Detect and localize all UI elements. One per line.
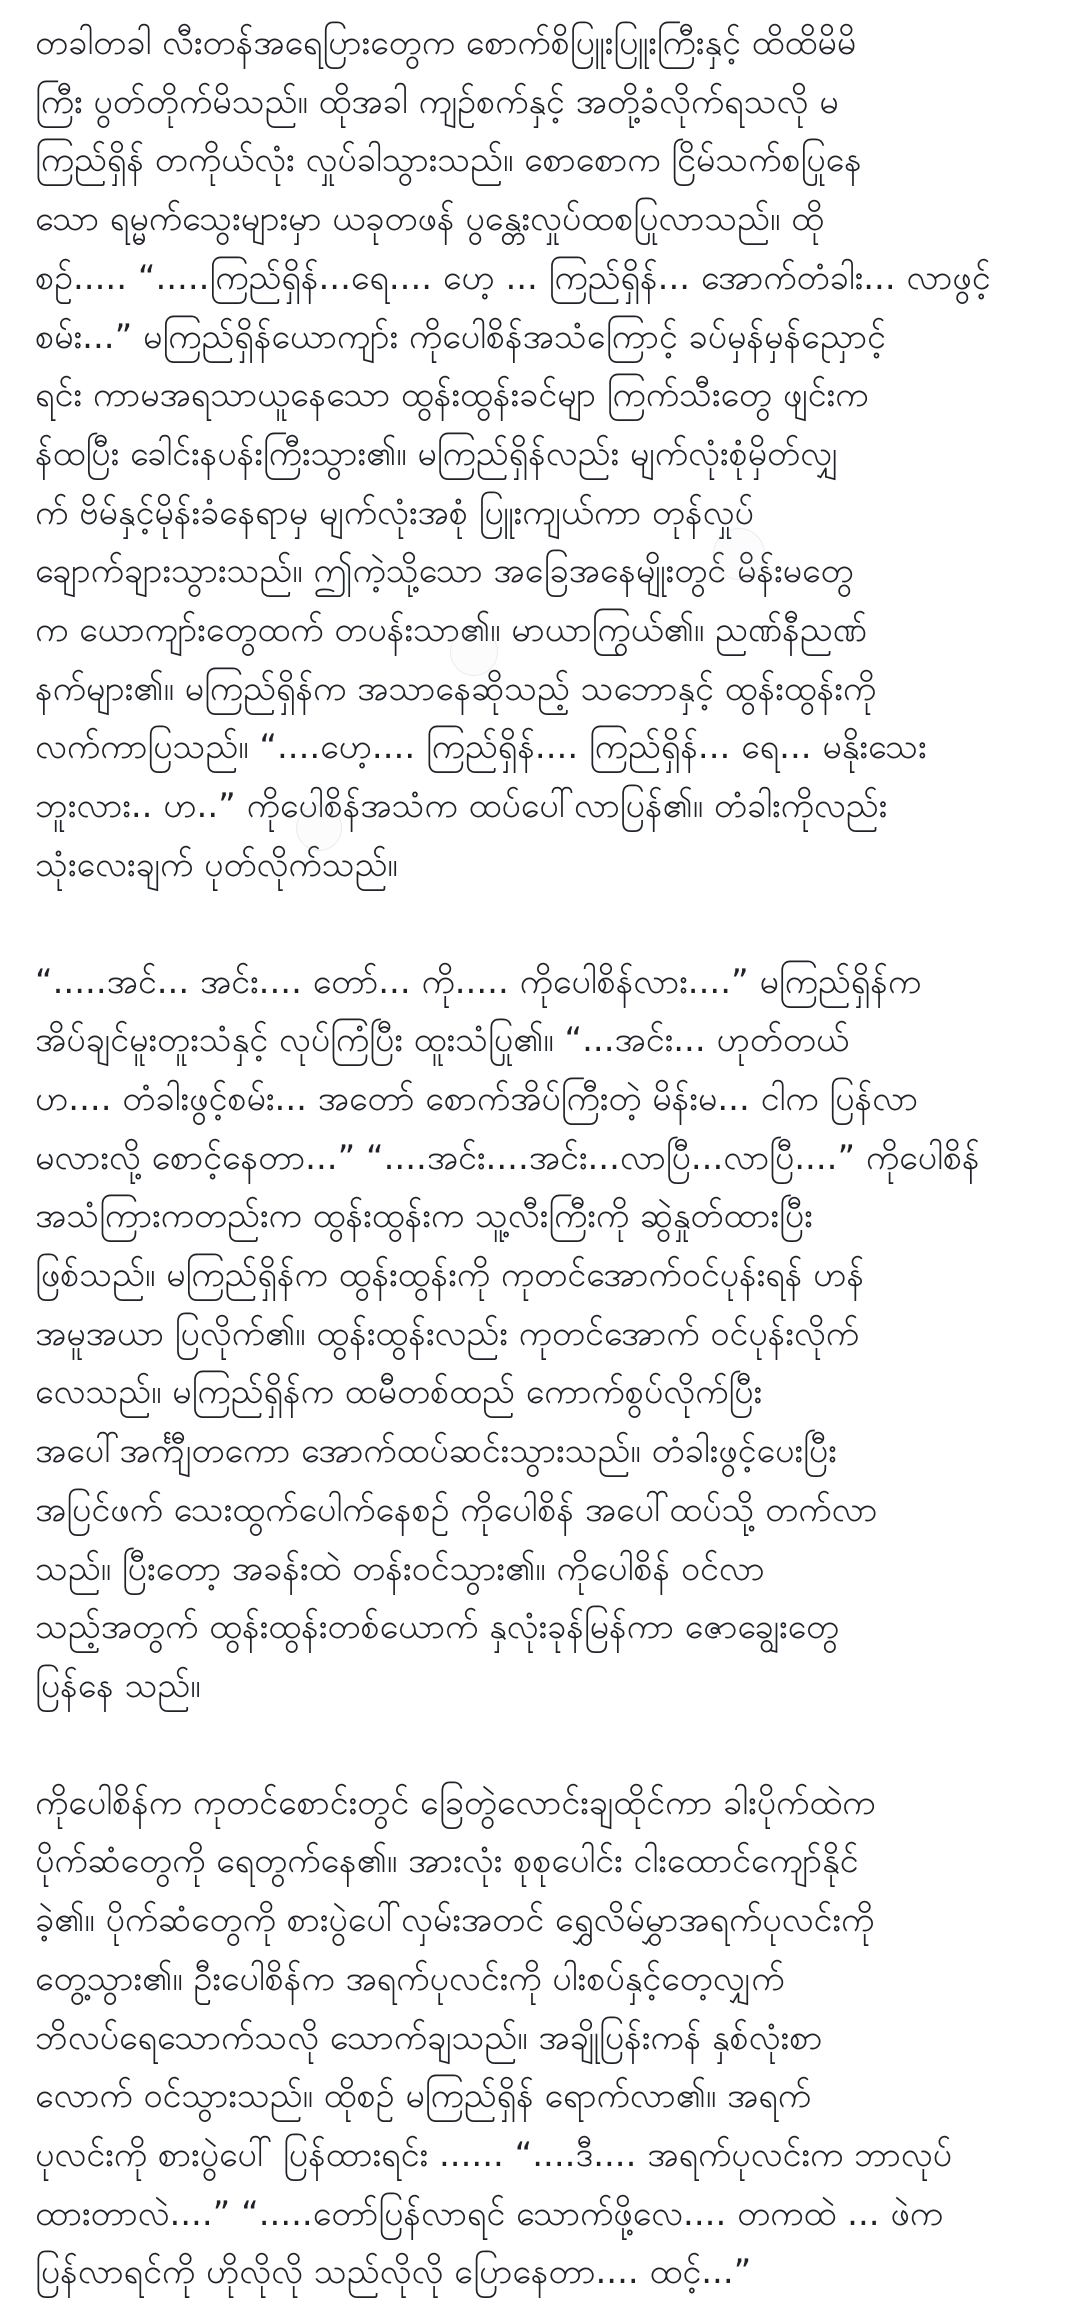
- story-paragraph-3: ကိုပေါစိန်က ကုတင်စောင်းတွင် ခြေတွဲလောင်းချထိုင်ကာ ခါးပိုက်ထဲက ပိုက်ဆံတွေကို ရေတွက်နေ၏။ အားလုံး စုစုပေါင်း ငါးထောင်ကျော်နိုင် ခဲ့၏။ ပိုက်ဆံတွေကို စားပွဲပေါ်လှမ်းအတင် ရွှေလိမ်မွှာအရက်ပုလင်းကို တွေ့သွား၏။ ဦးပေါစိန်က အရက်ပုလင်းကို ပါးစပ်နှင့်တေ့လျှက် ဘိလပ်ရေသောက်သလို သောက်ချသည်။ အချိုပြန်းကန် နှစ်လုံးစာ လောက် ဝင်သွားသည်။ ထိုစဉ် မကြည်ရှိန် ရောက်လာ၏။ အရက် ပုလင်းကို စားပွဲပေါ် ပြန်ထားရင်း ...... “....ဒီ.... အရက်ပုလင်းက ဘာလုပ် ထားတာလဲ....” “.....တော်ပြန်လာရင် သောက်ဖို့လေ.... တကထဲ ... ဖဲက ပြန်လာရင်ကို ဟိုလိုလို သည်လိုလို ပြောနေတာ.... ထင့်...”: [35, 1782, 953, 2293]
- touch-ripple-indicator: [296, 805, 342, 851]
- paragraph-spacer: [35, 895, 1047, 953]
- story-paragraph-1: တခါတခါ လီးတန်အရေပြားတွေက စောက်စိပြူးပြူးကြီးနှင့် ထိထိမိမိ ကြီး ပွတ်တိုက်မိသည်။ ထိုအခါ ကျဉ်စက်နှင့် အတို့ခံလိုက်ရသလို မ ကြည်ရှိန် တကိုယ်လုံး လှုပ်ခါသွားသည်။ စောစောက ငြိမ်သက်စပြုနေ သော ရမ္မက်သွေးများမှာ ယခုတဖန် ပွန္တေးလှုပ်ထစပြုလာသည်။ ထို စဉ်..... “.....ကြည်ရှိန်...ရေ.... ဟေ့ ... ကြည်ရှိန်... အောက်တံခါး... လာဖွင့် စမ်း...” မကြည်ရှိန်ယောကျာ်း ကိုပေါစိန်အသံကြောင့် ခပ်မှန်မှန်ညှောင့် ရင်း ကာမအရသာယူနေသော ထွန်းထွန်းခင်မျာ ကြက်သီးတွေ ဖျင်းက န်ထပြီး ခေါင်းနပန်းကြီးသွား၏။ မကြည်ရှိန်လည်း မျက်လုံးစုံမှိတ်လျှ က် ဗိမ်နှင့်မိုန်းခံနေရာမှ မျက်လုံးအစုံ ပြူးကျယ်ကာ တုန်လှုပ် ချောက်ချားသွားသည်။ ဤကဲ့သို့သော အခြေအနေမျိုးတွင် မိန်းမတွေ က ယောကျာ်းတွေထက် တပန်းသာ၏။ မာယာကြွယ်၏။ ညဏ်နီညဏ် နက်များ၏။ မကြည်ရှိန်က အသာနေဆိုသည့် သဘောနှင့် ထွန်းထွန်းကို လက်ကာပြသည်။ “....ဟေ့.... ကြည်ရှိန်.... ကြည်ရှိန်... ရေ... မနိုးသေး ဘူးလား.. ဟ..” ကိုပေါစိန်အသံက ထပ်ပေါ်လာပြန်၏။ တံခါးကိုလည်း သုံးလေးချက် ပုတ်လိုက်သည်။: [35, 23, 991, 885]
- story-paragraph-2: “.....အင်... အင်း.... တော်... ကို..... ကိုပေါစိန်လား....” မကြည်ရှိန်က အိပ်ချင်မူးတူးသံနှင့် လုပ်ကြံပြီး ထူးသံပြု၏။ “...အင်း... ဟုတ်တယ် ဟ.... တံခါးဖွင့်စမ်း... အတော် စောက်အိပ်ကြီးတဲ့ မိန်းမ... ငါက ပြန်လာ မလားလို့ စောင့်နေတာ...” “....အင်း....အင်း...လာပြီ...လာပြီ....” ကိုပေါစိန် အသံကြားကတည်းက ထွန်းထွန်းက သူ့လီးကြီးကို ဆွဲနှုတ်ထားပြီး ဖြစ်သည်။ မကြည်ရှိန်က ထွန်းထွန်းကို ကုတင်အောက်ဝင်ပုန်းရန် ဟန် အမူအယာ ပြလိုက်၏။ ထွန်းထွန်းလည်း ကုတင်အောက် ဝင်ပုန်းလိုက် လေသည်။ မကြည်ရှိန်က ထမီတစ်ထည် ကောက်စွပ်လိုက်ပြီး အပေါ်အင်္ကျီတကော အောက်ထပ်ဆင်းသွားသည်။ တံခါးဖွင့်ပေးပြီး အပြင်ဖက် သေးထွက်ပေါက်နေစဉ် ကိုပေါစိန် အပေါ်ထပ်သို့ တက်လာ သည်။ ပြီးတော့ အခန်းထဲ တန်းဝင်သွား၏။ ကိုပေါစိန် ဝင်လာ သည့်အတွက် ထွန်းထွန်းတစ်ယောက် နှလုံးခုန်မြန်ကာ ဇောချွေးတွေ ပြန်နေ သည်။: [35, 961, 980, 1706]
- touch-ripple-indicator: [450, 628, 498, 676]
- touch-ripple-indicator: [713, 528, 765, 580]
- story-text: [35, 14, 1047, 2302]
- paragraph-spacer: [35, 1716, 1047, 1774]
